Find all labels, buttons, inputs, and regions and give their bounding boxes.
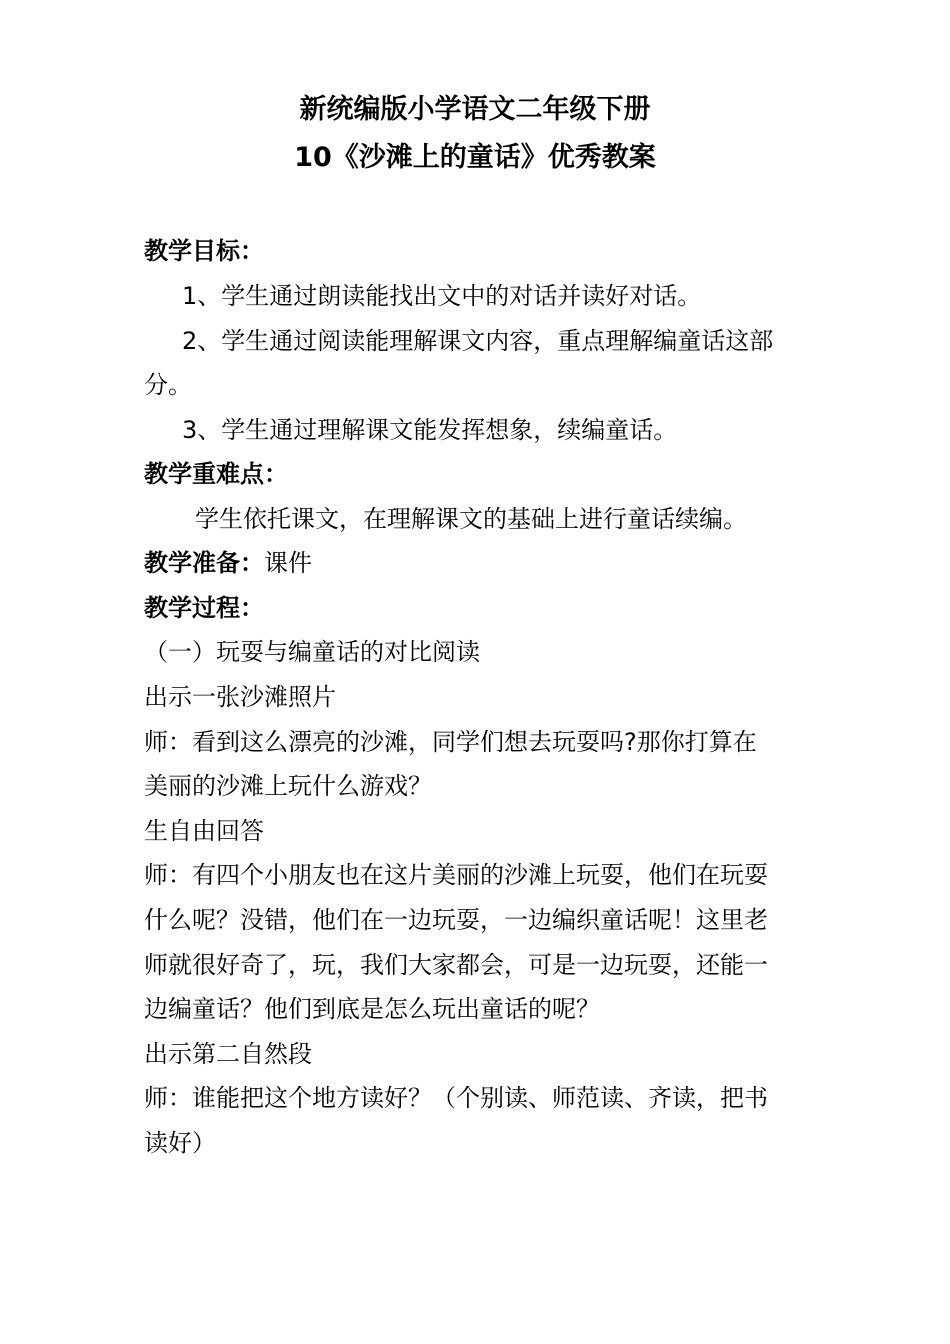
preparation-text: 课件 [264, 549, 312, 577]
objective-item-2-line-2: 分。 [144, 371, 192, 399]
process-section-1-title: （一）玩耍与编童话的对比阅读 [144, 638, 480, 666]
process-paragraph: 读好） [144, 1129, 216, 1157]
objectives-heading: 教学目标： [144, 237, 264, 265]
process-paragraph: 出示一张沙滩照片 [144, 683, 336, 711]
preparation-heading: 教学准备： [144, 549, 264, 577]
process-paragraph: 什么呢？没错，他们在一边玩耍，一边编织童话呢！这里老 [144, 906, 768, 934]
preparation-line [144, 546, 312, 580]
objective-item-3: 3、学生通过理解课文能发挥想象，续编童话。 [182, 416, 678, 444]
document-title-line-1: 新统编版小学语文二年级下册 [299, 94, 651, 125]
key-points-text: 学生依托课文，在理解课文的基础上进行童话续编。 [195, 505, 747, 533]
document-title-line-2: 10《沙滩上的童话》优秀教案 [294, 142, 656, 173]
objective-item-2-line-1: 2、学生通过阅读能理解课文内容，重点理解编童话这部 [182, 327, 774, 355]
objective-item-1: 1、学生通过朗读能找出文中的对话并读好对话。 [182, 282, 702, 310]
process-paragraph: 美丽的沙滩上玩什么游戏？ [144, 772, 432, 800]
process-paragraph: 生自由回答 [144, 817, 264, 845]
process-paragraph: 师就很好奇了，玩，我们大家都会，可是一边玩耍，还能一 [144, 951, 768, 979]
process-paragraph: 师：有四个小朋友也在这片美丽的沙滩上玩耍，他们在玩耍 [144, 861, 768, 889]
process-paragraph: 师：看到这么漂亮的沙滩，同学们想去玩耍吗?那你打算在 [144, 728, 757, 756]
process-paragraph: 师：谁能把这个地方读好？（个别读、师范读、齐读，把书 [144, 1084, 768, 1112]
process-paragraph: 出示第二自然段 [144, 1040, 312, 1068]
process-heading: 教学过程： [144, 594, 264, 622]
process-paragraph: 边编童话？他们到底是怎么玩出童话的呢？ [144, 995, 600, 1023]
key-points-heading: 教学重难点： [144, 460, 288, 488]
